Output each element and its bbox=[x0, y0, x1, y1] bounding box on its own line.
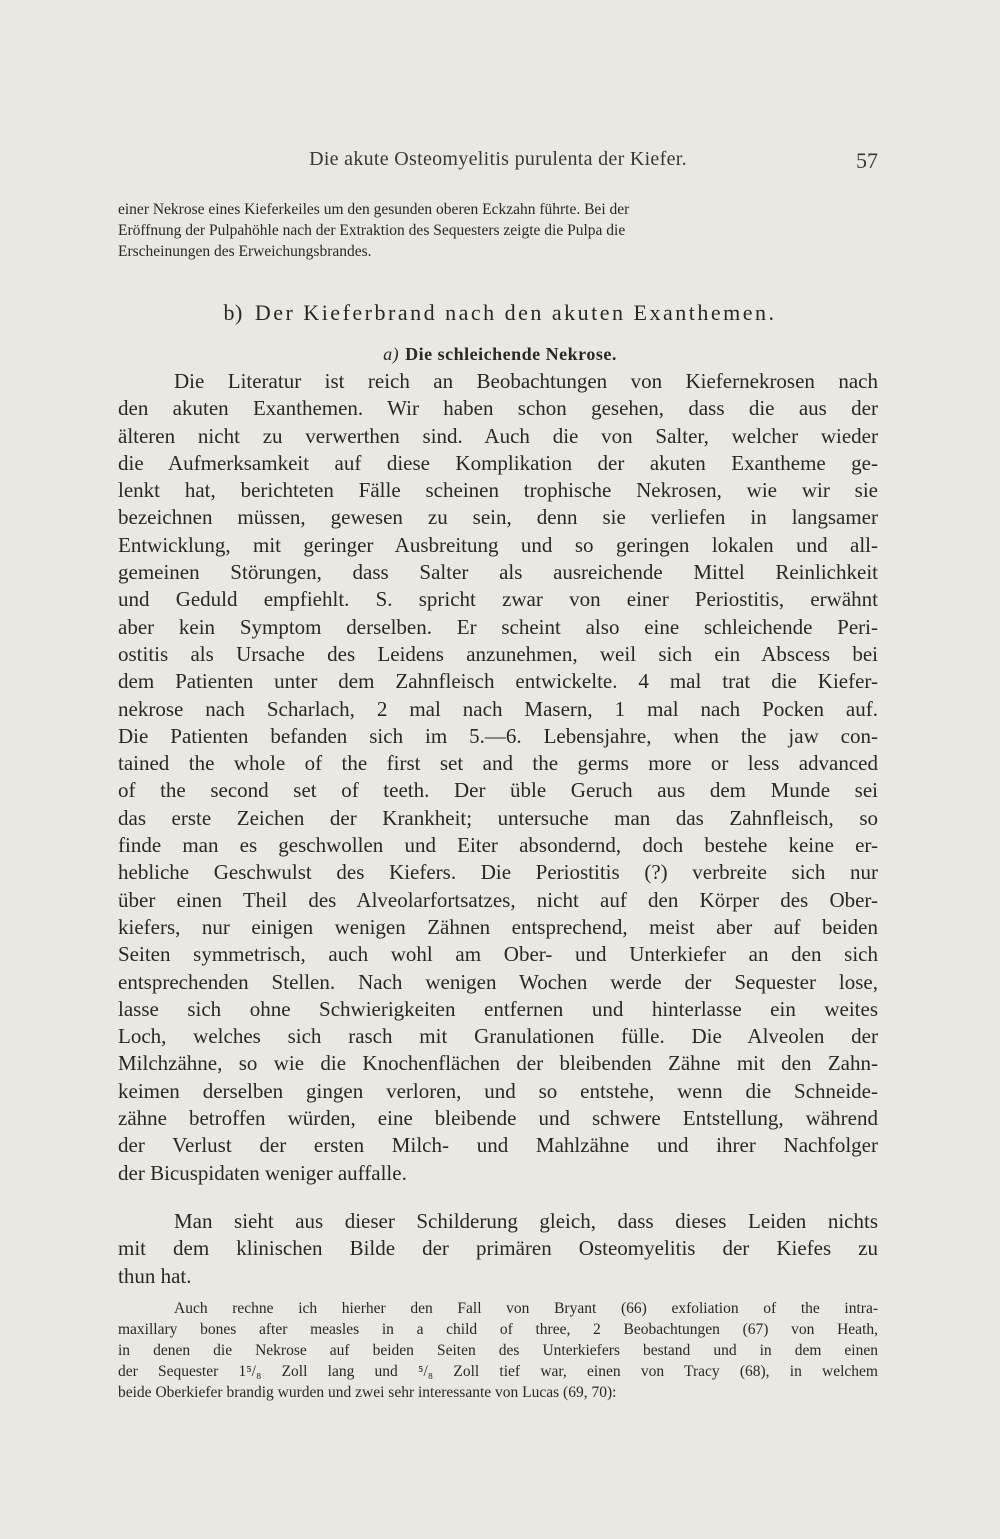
footnote-line: der Sequester 1⁵/₈ Zoll lang und ⁵/₈ Zoll tief war, einen von Tracy (68), in welchem bbox=[118, 1363, 878, 1380]
running-title: Die akute Osteomyelitis purulenta der Kiefer. bbox=[309, 148, 687, 170]
paragraph-line: und Geduld empfiehlt. S. spricht zwar von einer Periostitis, erwähnt bbox=[118, 587, 878, 612]
paragraph-line: Seiten symmetrisch, auch wohl am Ober- und Unterkiefer an den sich bbox=[118, 942, 878, 967]
paragraph-line: der Verlust der ersten Milch- und Mahlzähne und ihrer Nachfolger bbox=[118, 1133, 878, 1158]
paragraph-line: Entwicklung, mit geringer Ausbreitung und so geringen lokalen und all- bbox=[118, 532, 878, 557]
paragraph-line: dem Patienten unter dem Zahnfleisch entwickelte. 4 mal trat die Kiefer- bbox=[118, 669, 878, 694]
paragraph-line: älteren nicht zu verwerthen sind. Auch die von Salter, welcher wieder bbox=[118, 423, 878, 448]
paragraph-line: ostitis als Ursache des Leidens anzunehmen, weil sich ein Abscess bei bbox=[118, 641, 878, 666]
paragraph-line: das erste Zeichen der Krankheit; untersuche man das Zahnfleisch, so bbox=[118, 805, 878, 830]
paragraph-line: Die Literatur ist reich an Beobachtungen von Kiefernekrosen nach bbox=[174, 369, 878, 393]
paragraph-line: gemeinen Störungen, dass Salter als ausreichende Mittel Reinlichkeit bbox=[118, 560, 878, 585]
paragraph-line: Milchzähne, so wie die Knochenflächen der bleibenden Zähne mit den Zahn- bbox=[118, 1051, 878, 1076]
page-header bbox=[118, 148, 878, 178]
paragraph-line: thun hat. bbox=[118, 1263, 192, 1288]
closing-paragraph bbox=[118, 1208, 878, 1290]
paragraph-line: aber kein Symptom derselben. Er scheint also eine schleichende Peri- bbox=[118, 614, 878, 639]
paragraph-line: Loch, welches sich rasch mit Granulationen fülle. Die Alveolen der bbox=[118, 1024, 878, 1049]
paragraph-line: lasse sich ohne Schwierigkeiten entfernen und hinterlasse ein weites bbox=[118, 996, 878, 1021]
paragraph-line: hebliche Geschwulst des Kiefers. Die Periostitis (?) verbreite sich nur bbox=[118, 860, 878, 885]
paragraph-line: über einen Theil des Alveolarfortsatzes, nicht auf den Körper des Ober- bbox=[118, 887, 878, 912]
footnote-line: Auch rechne ich hierher den Fall von Bryant (66) exfoliation of the intra- bbox=[174, 1300, 878, 1317]
section-heading-prefix: b) bbox=[223, 300, 243, 325]
paragraph-line: kiefers, nur einigen wenigen Zähnen entsprechend, meist aber auf beiden bbox=[118, 914, 878, 939]
paragraph-line: bezeichnen müssen, gewesen zu sein, denn sie verliefen in langsamer bbox=[118, 505, 878, 530]
subheading-marker: a) bbox=[383, 344, 400, 364]
intro-line: Erscheinungen des Erweichungsbrandes. bbox=[118, 243, 372, 260]
paragraph-line: of the second set of teeth. Der üble Geruch aus dem Munde sei bbox=[118, 778, 878, 803]
footnote-line: in denen die Nekrose auf beiden Seiten des Unterkiefers bestand und in dem einen bbox=[118, 1342, 878, 1359]
intro-line: einer Nekrose eines Kieferkeiles um den gesunden oberen Eckzahn führte. Bei der bbox=[118, 201, 630, 218]
paragraph-line: tained the whole of the first set and the germs more or less advanced bbox=[118, 751, 878, 776]
intro-line: Eröffnung der Pulpahöhle nach der Extraktion des Sequesters zeigte die Pulpa die bbox=[118, 222, 626, 239]
paragraph-line: die Aufmerksamkeit auf diese Komplikation der akuten Exantheme ge- bbox=[118, 450, 878, 475]
paragraph-line: entsprechenden Stellen. Nach wenigen Wochen werde der Sequester lose, bbox=[118, 969, 878, 994]
footnote-line: maxillary bones after measles in a child of three, 2 Beobachtungen (67) von Heath, bbox=[118, 1321, 878, 1338]
paragraph-line: finde man es geschwollen und Eiter absondernd, doch bestehe keine er- bbox=[118, 833, 878, 858]
subheading bbox=[0, 344, 1000, 365]
paragraph-line: nekrose nach Scharlach, 2 mal nach Masern, 1 mal nach Pocken auf. bbox=[118, 696, 878, 721]
paragraph-line: Die Patienten befanden sich im 5.—6. Lebensjahre, when the jaw con- bbox=[118, 723, 878, 748]
footnote-line: beide Oberkiefer brandig wurden und zwei sehr interessante von Lucas (69, 70): bbox=[118, 1384, 617, 1401]
footnote bbox=[118, 1298, 878, 1403]
paragraph-line: Man sieht aus dieser Schilderung gleich, dass dieses Leiden nichts bbox=[174, 1209, 878, 1233]
paragraph-line: lenkt hat, berichteten Fälle scheinen trophische Nekrosen, wie wir sie bbox=[118, 478, 878, 503]
main-paragraph bbox=[118, 368, 878, 1187]
intro-paragraph bbox=[118, 199, 878, 262]
paragraph-line: zähne betroffen würden, eine bleibende und schwere Entstellung, während bbox=[118, 1106, 878, 1131]
paragraph-line: den akuten Exanthemen. Wir haben schon gesehen, dass die aus der bbox=[118, 396, 878, 421]
paragraph-line: der Bicuspidaten weniger auffalle. bbox=[118, 1160, 407, 1185]
section-heading bbox=[0, 300, 1000, 326]
page-number: 57 bbox=[856, 148, 878, 173]
section-heading-text: Der Kieferbrand nach den akuten Exanthemen. bbox=[254, 300, 777, 325]
paragraph-line: keimen derselben gingen verloren, und so entstehe, wenn die Schneide- bbox=[118, 1078, 878, 1103]
subheading-text: Die schleichende Nekrose. bbox=[405, 344, 617, 364]
paragraph-line: mit dem klinischen Bilde der primären Osteomyelitis der Kiefes zu bbox=[118, 1236, 878, 1261]
